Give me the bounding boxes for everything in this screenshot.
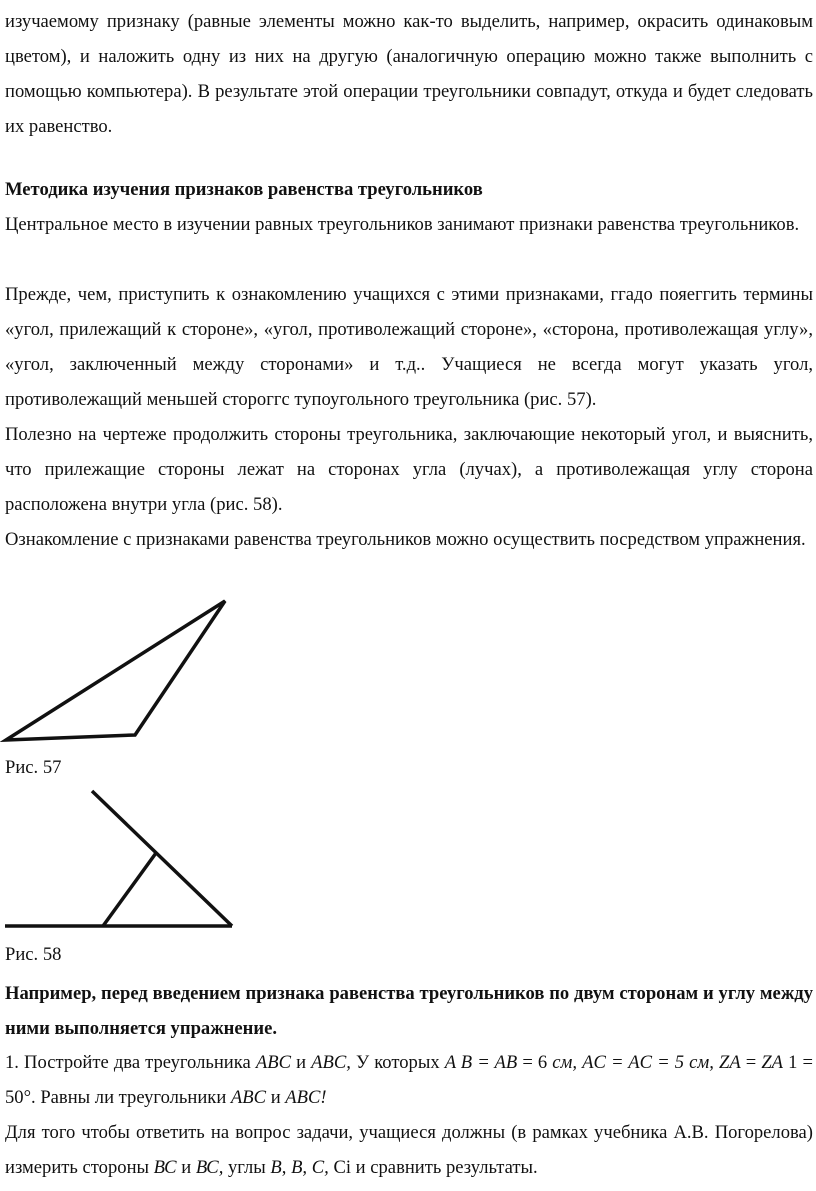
figure-58-caption: Рис. 58: [5, 944, 62, 965]
paragraph-exercise-intro: Ознакомление с признаками равенства треугольников можно осуществить посредством упражнения.: [5, 529, 806, 550]
paragraph-central-place: Центральное место в изучении равных треугольников занимают признаки равенства треугольников.: [5, 214, 800, 235]
obtuse-triangle-shape: [6, 601, 225, 740]
figure-57-caption: Рис. 57: [5, 757, 62, 778]
paragraph-example-heading: Например, перед введением признака равенства треугольников по двум сторонам и углу между ними выполняется упражнение.: [5, 983, 813, 1039]
angle-slanted-ray: [92, 791, 232, 926]
exercise-1: 1. Постройте два треугольника ABC и ABC, У которых A B = AB = 6 см, AC = AC = 5 см, ZA = ZA 1 = 50°. Равны ли треугольники ABC и ABC!: [5, 1052, 813, 1108]
figure-57-obtuse-triangle: [0, 595, 240, 745]
figure-58-angle-with-segment: [0, 785, 240, 935]
paragraph-extend-sides: Полезно на чертеже продолжить стороны треугольника, заключающие некоторый угол, и выяснить, что прилежащие стороны лежат на сторонах угла (лучах), а противолежащая углу сторона расположена внутри угла (рис. 58).: [5, 424, 813, 515]
paragraph-conclusion: Для того чтобы ответить на вопрос задачи, учащиеся должны (в рамках учебника А.В. Погорелова) измерить стороны ВС и ВС, углы В, В, С, Сі и сравнить результаты.: [5, 1122, 813, 1178]
opposite-side-segment: [103, 853, 156, 926]
section-heading: Методика изучения признаков равенства треугольников: [5, 179, 483, 200]
paragraph-terms: Прежде, чем, приступить к ознакомлению учащихся с этими признаками, ггадо пояеггить термины «угол, прилежащий к стороне», «угол, противолежащий стороне», «сторона, противолежащая углу», «угол, заключенный между сторонами» и т.д.. Учащиеся не всегда могут указать угол, противолежащий меньшей стороггс тупоугольного треугольника (рис. 57).: [5, 284, 813, 410]
paragraph-intro: изучаемому признаку (равные элементы можно как-то выделить, например, окрасить одинаковым цветом), и наложить одну из них на другую (аналогичную операцию можно также выполнить с помощью компьютера). В результате этой операции треугольники совпадут, откуда и будет следовать их равенство.: [5, 11, 813, 137]
